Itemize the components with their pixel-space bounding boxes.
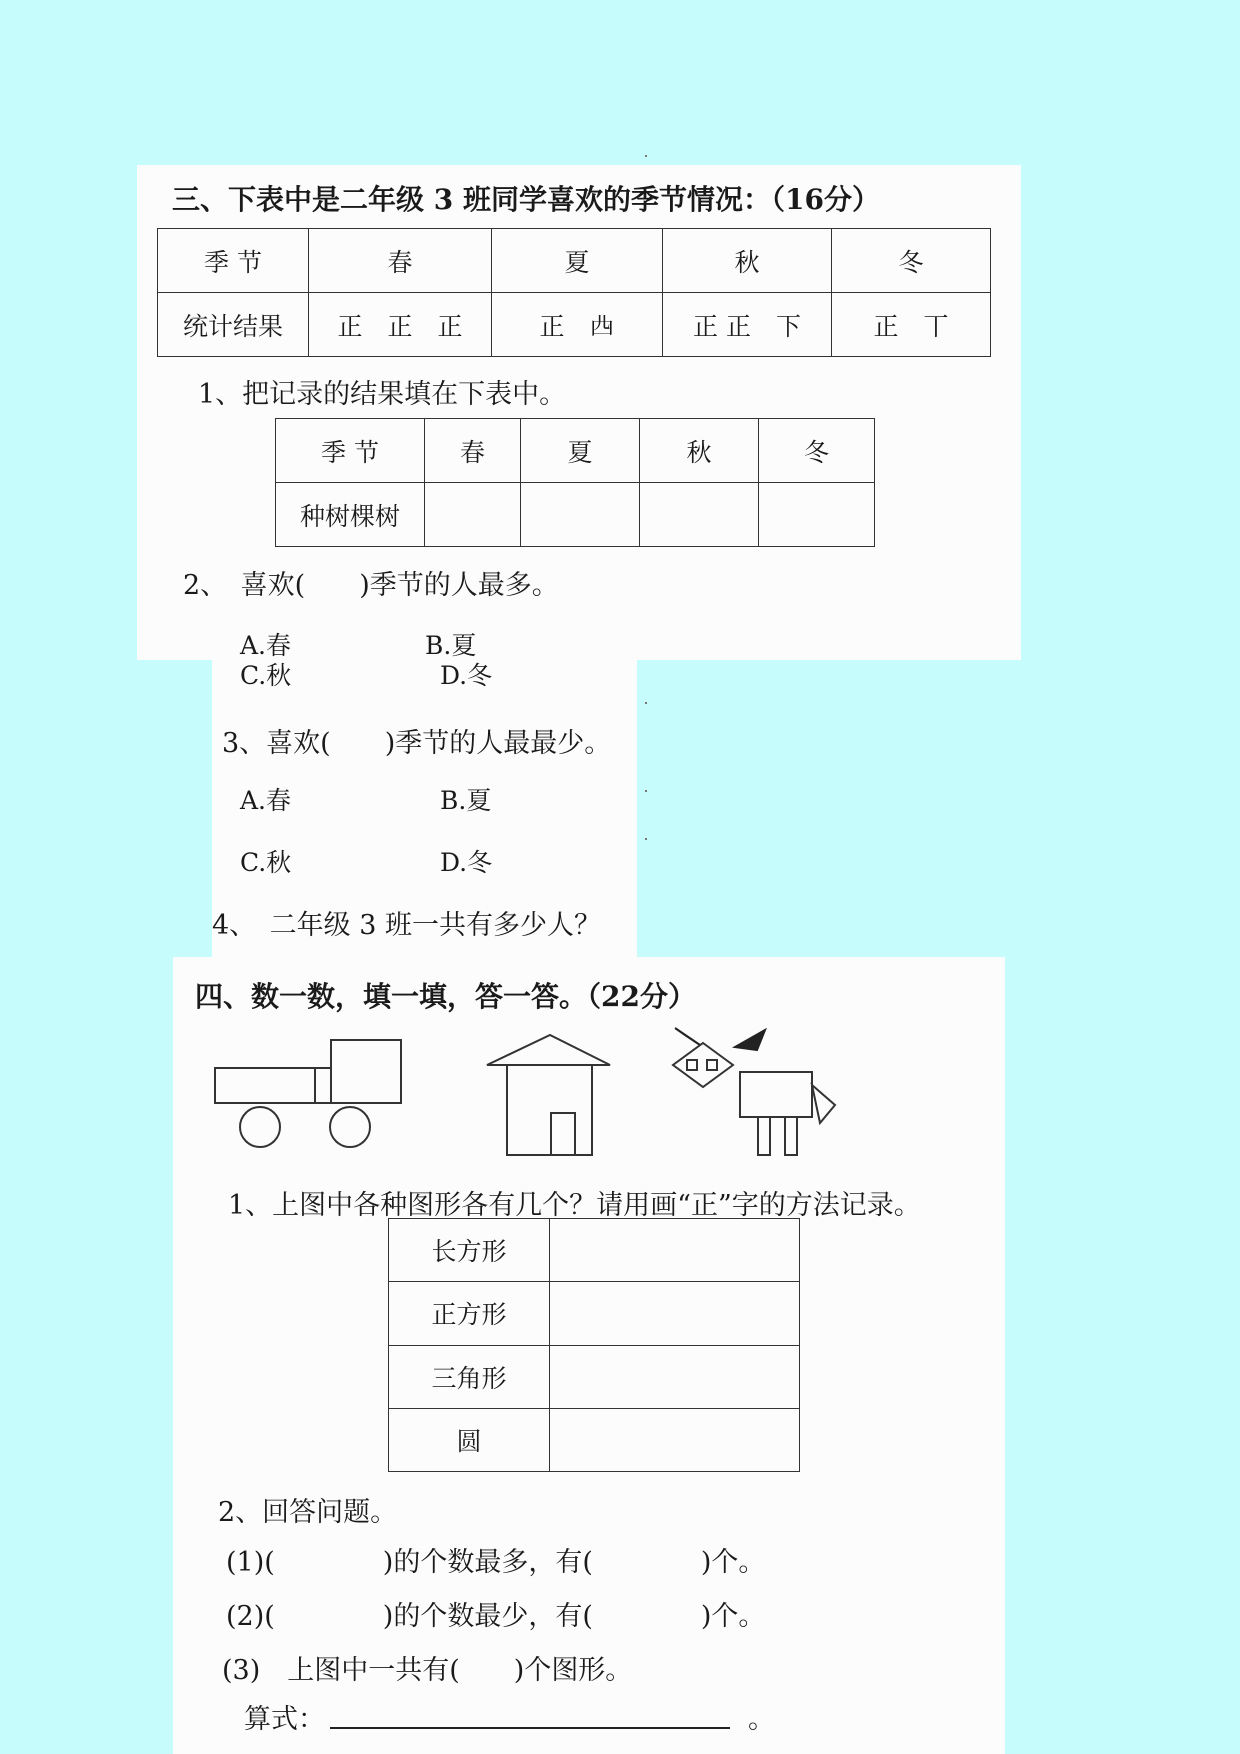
tally-row-label: 统计结果	[158, 293, 309, 357]
shape-row-rectangle-cell[interactable]	[550, 1219, 800, 1282]
tally-summer: 正 𠁤	[492, 293, 663, 357]
formula-answer-line[interactable]	[330, 1727, 730, 1729]
tally-header-autumn: 秋	[663, 229, 832, 293]
tally-header-spring: 春	[309, 229, 492, 293]
speck	[645, 838, 647, 840]
fill-cell-winter[interactable]	[759, 483, 875, 547]
section3-heading: 三、下表中是二年级 3 班同学喜欢的季节情况：（16分）	[172, 183, 880, 216]
q3-option-d: D.冬	[440, 848, 493, 877]
house-figure	[487, 1035, 610, 1155]
shape-row-circle-label: 圆	[389, 1408, 550, 1471]
cow-figure	[673, 1028, 835, 1155]
tally-winter: 正 丅	[832, 293, 991, 357]
fill-header-summer: 夏	[521, 419, 640, 483]
q2-option-c: C.秋	[240, 661, 292, 690]
speck	[645, 790, 647, 792]
fill-header-autumn: 秋	[640, 419, 759, 483]
fill-header-spring: 春	[425, 419, 521, 483]
section4-heading: 四、数一数，填一填，答一答。（22分）	[195, 980, 696, 1013]
fill-cell-spring[interactable]	[425, 483, 521, 547]
speck	[645, 155, 647, 157]
fill-row-label: 种树棵树	[276, 483, 425, 547]
section4-q2-1: (1)( )的个数最多，有( )个。	[226, 1547, 766, 1578]
fill-cell-autumn[interactable]	[640, 483, 759, 547]
tally-autumn: 正 正 下	[663, 293, 832, 357]
tally-header-season: 季 节	[158, 229, 309, 293]
truck-figure	[215, 1040, 401, 1147]
fill-cell-summer[interactable]	[521, 483, 640, 547]
q2-option-b: B.夏	[425, 631, 477, 660]
tally-spring: 正 正 正	[309, 293, 492, 357]
shape-row-square-label: 正方形	[389, 1282, 550, 1345]
shape-row-triangle-label: 三角形	[389, 1345, 550, 1408]
section4-q1: 1、上图中各种图形各有几个？请用画“正”字的方法记录。	[228, 1190, 921, 1221]
formula-label: 算式：	[244, 1704, 325, 1735]
shape-row-triangle-cell[interactable]	[550, 1345, 800, 1408]
section4-q2-2: (2)( )的个数最少，有( )个。	[226, 1601, 766, 1632]
section3-q2: 2、 喜欢( )季节的人最多。	[183, 570, 559, 601]
fill-header-winter: 冬	[759, 419, 875, 483]
fill-header-season: 季 节	[276, 419, 425, 483]
q3-option-a: A.春	[240, 786, 292, 815]
q3-option-c: C.秋	[240, 848, 292, 877]
section3-q4: 4、 二年级 3 班一共有多少人？	[212, 910, 602, 941]
q3-option-b: B.夏	[440, 786, 492, 815]
shape-row-square-cell[interactable]	[550, 1282, 800, 1345]
shape-count-table	[388, 1218, 800, 1472]
shape-row-rectangle-label: 长方形	[389, 1219, 550, 1282]
tally-table	[157, 228, 991, 357]
tally-header-winter: 冬	[832, 229, 991, 293]
formula-end: 。	[748, 1704, 775, 1735]
speck	[645, 702, 647, 704]
section4-q3: (3) 上图中一共有( )个图形。	[222, 1655, 633, 1686]
shape-figures	[205, 1025, 905, 1170]
q2-option-a: A.春	[240, 631, 292, 660]
section4-q2: 2、回答问题。	[218, 1497, 398, 1528]
shape-row-circle-cell[interactable]	[550, 1408, 800, 1471]
q2-option-d: D.冬	[440, 661, 493, 690]
section3-q1: 1、把记录的结果填在下表中。	[198, 379, 567, 410]
tally-header-summer: 夏	[492, 229, 663, 293]
fill-table	[275, 418, 875, 547]
section3-q3: 3、喜欢( )季节的人最最少。	[222, 728, 612, 759]
